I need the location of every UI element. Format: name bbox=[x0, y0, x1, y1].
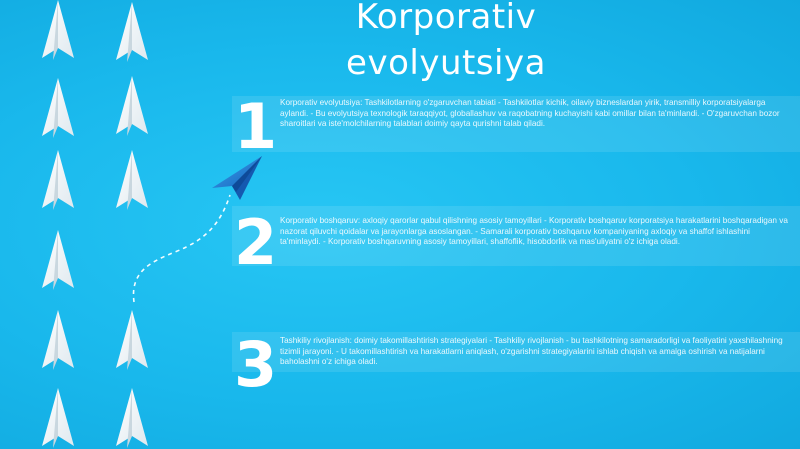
item-text-3: Tashkiliy rivojlanish: doimiy takomillashtirish strategiyalari - Tashkiliy rivojlanish - bu tashkilotning samaradorligi va faoliyatini yaxshilashning tizimli jarayoni. - U takomillashtirish va harakatlarni aniqlash, o'zgarishni strategiyalarini ishlab chiqish va amalga oshirish va natijalarni baholashni o'z ichiga oladi. bbox=[280, 336, 783, 366]
paper-plane-icon bbox=[42, 230, 74, 290]
flight-path-line bbox=[133, 195, 230, 302]
slide-title bbox=[0, 0, 800, 86]
title-line-2: evolyutsiya bbox=[346, 43, 546, 83]
paper-plane-icon bbox=[116, 388, 148, 448]
item-number-2: 2 bbox=[234, 206, 278, 279]
paper-plane-icon bbox=[116, 310, 148, 370]
item-text-2: Korporativ boshqaruv: axloqiy qarorlar qabul qilishning asosiy tamoyillari - Korporativ boshqaruv korporatsiya harakatlarini boshqaradigan va nazorat qiluvchi qoidalar va jarayonlarga asoslangan. - Samarali korporativ boshqaruv kompaniyaning axloqiy va shaffof ishlashini ta'minlaydi. - Korporativ boshqaruvning asosiy tamoyillari, shaffoflik, hisobdorlik va mas'uliyatni o'z ichiga oladi. bbox=[280, 216, 788, 246]
paper-plane-icon bbox=[42, 388, 74, 448]
paper-plane-icon bbox=[42, 150, 74, 210]
item-number-3: 3 bbox=[234, 328, 278, 401]
item-text-1: Korporativ evolyutsiya: Tashkilotlarning o'zgaruvchan tabiati - Tashkilotlar kichik, oilaviy bizneslardan yirik, transmilliy korporatsiyalarga aylandi. - Bu evolyutsiya texnologik taraqqiyot, globallashuv va raqobatning kuchayishi kabi omillar bilan ta'minlandi. - O'zgaruvchan bozor sharoitlari va iste'molchilarning talablari doimiy qayta qurishni talab qiladi. bbox=[280, 98, 780, 128]
title-line-1: Korporativ bbox=[355, 0, 537, 37]
paper-plane-icon bbox=[42, 310, 74, 370]
paper-plane-icon bbox=[42, 78, 74, 138]
item-number-1: 1 bbox=[234, 90, 278, 163]
paper-plane-icon bbox=[116, 150, 148, 210]
